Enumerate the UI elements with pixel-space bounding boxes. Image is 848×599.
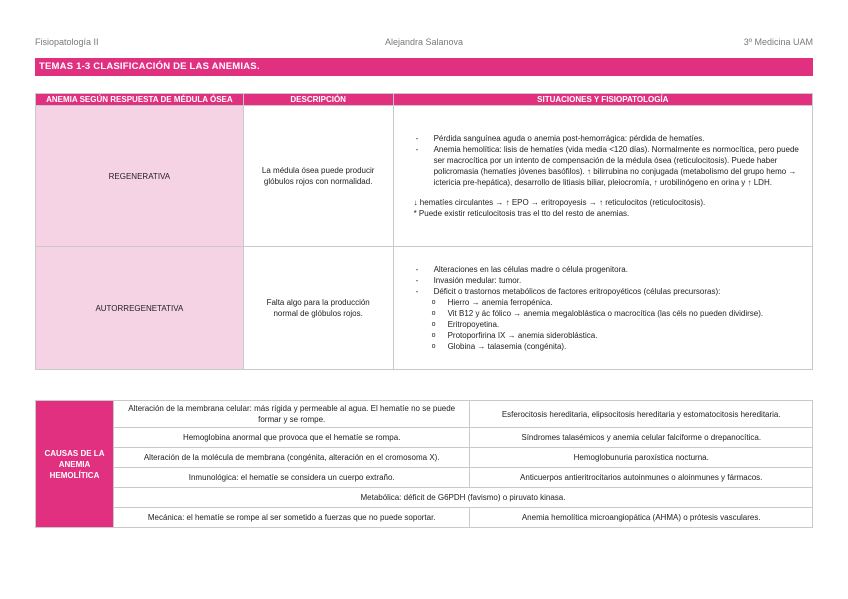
description-cell: La médula ósea puede producir glóbulos rojos con normalidad. <box>243 106 393 247</box>
sub-bullet-list <box>414 297 802 352</box>
note-line: * Puede existir reticulocitosis tras el tto del resto de anemias. <box>413 209 630 218</box>
sub-list-item: o Globina → talasemia (congénita). <box>414 341 802 352</box>
sub-list-item: o Protoporfirina IX → anemia sideroblástica. <box>414 330 802 341</box>
header-author: Alejandra Salanova <box>385 37 464 47</box>
table-row <box>36 247 813 370</box>
list-item: - Pérdida sanguínea aguda o anemia post-hemorrágica: pérdida de hematíes. <box>414 133 802 144</box>
list-item: - Alteraciones en las células madre o célula progenitora. <box>414 264 802 275</box>
description-cell: Falta algo para la producción normal de glóbulos rojos. <box>243 247 393 370</box>
anemia-classification-table <box>35 93 813 370</box>
examples-cell: Hemoglobunuria paroxística nocturna. <box>470 448 813 468</box>
note-line: ↓ hematíes circulantes → ↑ EPO → eritropoyesis → ↑ reticulocitos (reticulocitosis). <box>413 198 706 207</box>
section-title-banner: TEMAS 1-3 CLASIFICACIÓN DE LAS ANEMIAS. <box>35 58 813 76</box>
situations-cell <box>393 247 812 370</box>
cause-cell: Inmunológica: el hematíe se considera un cuerpo extraño. <box>113 468 469 488</box>
cause-cell: Hemoglobina anormal que provoca que el hematíe se rompa. <box>113 428 469 448</box>
situations-cell <box>393 106 812 247</box>
side-label-cell: CAUSAS DE LA ANEMIA HEMOLÍTICA <box>36 401 114 528</box>
column-header: ANEMIA SEGÚN RESPUESTA DE MÉDULA ÓSEA <box>36 94 244 106</box>
table-row <box>36 448 813 468</box>
examples-cell: Síndromes talasémicos y anemia celular falciforme o drepanocítica. <box>470 428 813 448</box>
examples-cell: Anticuerpos antieritrocitarios autoinmunes o aloinmunes y fármacos. <box>470 468 813 488</box>
column-header: SITUACIONES Y FISIOPATOLOGÍA <box>393 94 812 106</box>
merged-cause-cell: Metabólica: déficit de G6PDH (favismo) o piruvato kinasa. <box>113 488 812 508</box>
list-item: - Déficit o trastornos metabólicos de factores eritropoyéticos (células precursoras): <box>414 286 802 297</box>
list-item: - Invasión medular: tumor. <box>414 275 802 286</box>
classification-cell: AUTORREGENETATIVA <box>36 247 244 370</box>
cause-cell: Alteración de la membrana celular: más rígida y permeable al agua. El hematíe no se puede formar y se rompe. <box>113 401 469 428</box>
examples-cell: Anemia hemolítica microangiopática (AHMA) o prótesis vasculares. <box>470 508 813 528</box>
table-header-row <box>36 94 813 106</box>
list-item: - Anemia hemolítica: lisis de hematíes (vida media <120 días). Normalmente es normocítica, pero puede ser macrocítica por un intento de compensación de la médula ósea (reticulocitosis). Puede haber policromasia (hematíes jóvenes basófilos). ↑ bilirrubina no conjugada (metabolismo del grupo hemo → ictericia pre-hepática), desarrollo de litiasis biliar, pleiocromía, ↑ urobilinógeno en orina y ↑ LDH. <box>414 144 802 188</box>
table-row <box>36 468 813 488</box>
cause-cell: Mecánica: el hematíe se rompe al ser sometido a fuerzas que no puede soportar. <box>113 508 469 528</box>
examples-cell: Esferocitosis hereditaria, elipsocitosis hereditaria y estomatocitosis hereditaria. <box>470 401 813 428</box>
table-row <box>36 428 813 448</box>
table-row <box>36 508 813 528</box>
header-course: 3º Medicina UAM <box>743 37 813 47</box>
sub-list-item: o Vit B12 y ác fólico → anemia megaloblástica o macrocítica (las céls no pueden dividirse). <box>414 308 802 319</box>
bullet-list <box>414 133 802 188</box>
header-subject: Fisiopatología II <box>35 37 99 47</box>
table-row <box>36 488 813 508</box>
table-row <box>36 106 813 247</box>
classification-cell: REGENERATIVA <box>36 106 244 247</box>
cause-cell: Alteración de la molécula de membrana (congénita, alteración en el cromosoma X). <box>113 448 469 468</box>
table-row <box>36 401 813 428</box>
bullet-list <box>414 264 802 297</box>
hemolytic-causes-table <box>35 400 813 528</box>
sub-list-item: o Hierro → anemia ferropénica. <box>414 297 802 308</box>
column-header: DESCRIPCIÓN <box>243 94 393 106</box>
sub-list-item: o Eritropoyetina. <box>414 319 802 330</box>
